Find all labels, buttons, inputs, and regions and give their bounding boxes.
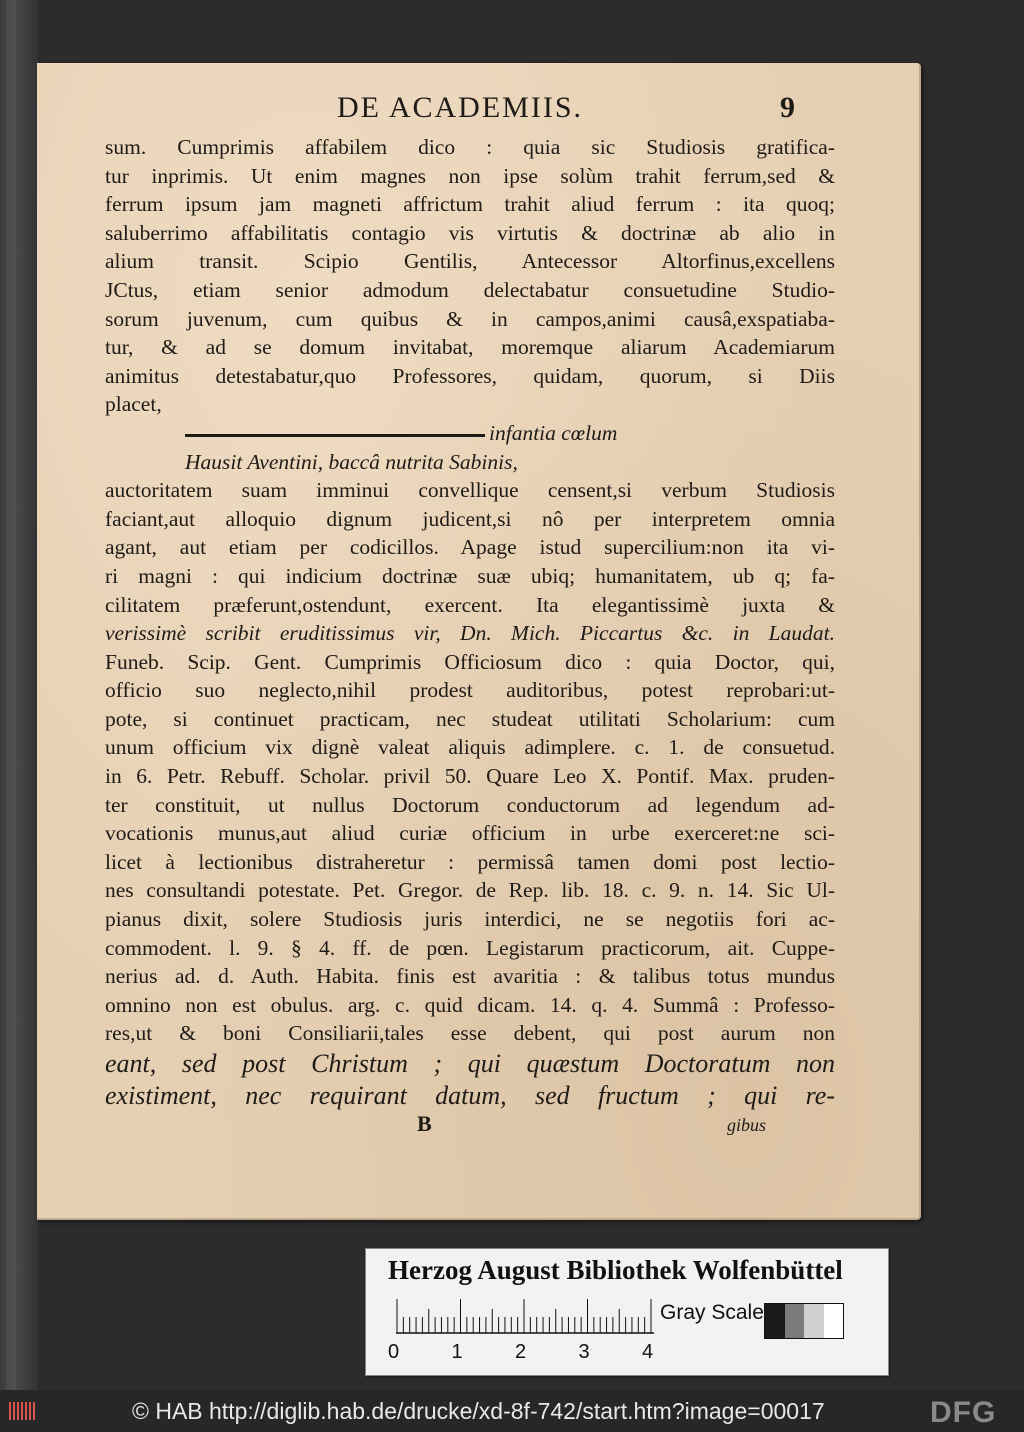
text-line: vocationis munus,aut aliud curiæ officium in urbe exerceret:ne sci- bbox=[105, 821, 835, 846]
text-line: verissimè scribit eruditissimus vir, Dn. Mich. Piccartus &c. in Laudat. bbox=[105, 621, 835, 646]
text-line: unum officium vix dignè valeat aliquis adimplere. c. 1. de consuetud. bbox=[105, 735, 835, 760]
text-line: eant, sed post Christum ; qui quæstum Doctoratum non bbox=[105, 1049, 835, 1078]
ruler-label: 1 bbox=[451, 1341, 463, 1363]
text-line: pote, si continuet practicam, nec studeat utilitati Scholarium: cum bbox=[105, 706, 835, 731]
ruler-label: 0 bbox=[388, 1341, 400, 1363]
text-line bbox=[105, 419, 835, 448]
ruler-label: 3 bbox=[578, 1341, 590, 1363]
ruler-label: 4 bbox=[642, 1341, 654, 1363]
text-line: licet à lectionibus distraheretur : permissâ tamen domi post lectio- bbox=[105, 849, 835, 874]
text-line: auctoritatem suam imminui convellique censent,si verbum Studiosis bbox=[105, 478, 835, 503]
gray-scale-swatches bbox=[764, 1303, 844, 1339]
text-line: cilitatem præferunt,ostendunt, exercent. Ita elegantissimè juxta & bbox=[105, 592, 835, 617]
gray-swatch bbox=[804, 1304, 824, 1338]
text-line: ter constituit, ut nullus Doctorum conductorum ad legendum ad- bbox=[105, 792, 835, 817]
text-line: alium transit. Scipio Gentilis, Antecessor Altorfinus,excellens bbox=[105, 249, 835, 274]
dfg-logo: DFG bbox=[930, 1396, 997, 1429]
text-line: tur, & ad se domum invitabat, moremque aliarum Academiarum bbox=[105, 335, 835, 360]
text-line: saluberrimo affabilitatis contagio vis virtutis & doctrinæ ab alio in bbox=[105, 220, 835, 245]
text-line: officio suo neglecto,nihil prodest auditoribus, potest reprobari:ut- bbox=[105, 678, 835, 703]
text-block bbox=[105, 133, 835, 1112]
text-line: in 6. Petr. Rebuff. Scholar. privil 50. Quare Leo X. Pontif. Max. pruden- bbox=[105, 764, 835, 789]
signature-mark: B bbox=[417, 1111, 432, 1136]
page-number: 9 bbox=[780, 91, 795, 124]
text-line: existiment, nec requirant datum, sed fructum ; qui re- bbox=[105, 1081, 835, 1110]
catchword: gibus bbox=[727, 1115, 767, 1135]
gray-scale-label: Gray Scale bbox=[660, 1301, 764, 1324]
ruler-label: 2 bbox=[515, 1341, 527, 1363]
text-line: Hausit Aventini, baccâ nutrita Sabinis, bbox=[185, 449, 518, 474]
text-line: res,ut & boni Consiliarii,tales esse debent, qui post aurum non bbox=[105, 1021, 835, 1046]
text-line: sorum juvenum, cum quibus & in campos,animi causâ,exspatiaba- bbox=[105, 306, 835, 331]
text-line: omnino non est obulus. arg. c. quid dicam. 14. q. 4. Summâ : Professo- bbox=[105, 992, 835, 1017]
viewer-footer bbox=[0, 1390, 1024, 1432]
page-header bbox=[37, 87, 919, 133]
text-line-content: infantia cœlum bbox=[489, 420, 618, 445]
gray-swatch bbox=[785, 1304, 805, 1338]
text-line: ri magni : qui indicium doctrinæ suæ ubiq; humanitatem, ub q; fa- bbox=[105, 563, 835, 588]
text-line: sum. Cumprimis affabilem dico : quia sic Studiosis gratifica- bbox=[105, 135, 835, 159]
text-line: agant, aut etiam per codicillos. Apage istud supercilium:non ita vi- bbox=[105, 535, 835, 560]
book-page bbox=[37, 63, 921, 1220]
copyright-link[interactable]: © HAB http://diglib.hab.de/drucke/xd-8f-742/start.htm?image=00017 bbox=[132, 1398, 825, 1424]
adjacent-page-edge bbox=[0, 0, 38, 1390]
text-line: JCtus, etiam senior admodum delectabatur consuetudine Studio- bbox=[105, 277, 835, 302]
text-line: commodent. l. 9. § 4. ff. de pœn. Legistarum practicorum, ait. Cuppe- bbox=[105, 935, 835, 960]
ruler-scale bbox=[394, 1299, 656, 1335]
gray-swatch bbox=[765, 1304, 785, 1338]
text-line: nes consultandi potestate. Pet. Gregor. de Rep. lib. 18. c. 9. n. 14. Sic Ul- bbox=[105, 878, 835, 903]
hab-barcode-logo bbox=[8, 1400, 38, 1422]
ruler-labels bbox=[388, 1341, 658, 1365]
text-line: placet, bbox=[105, 392, 162, 417]
quotation-dash bbox=[185, 434, 485, 437]
text-line: tur inprimis. Ut enim magnes non ipse solùm trahit ferrum,sed & bbox=[105, 163, 835, 188]
text-line: Funeb. Scip. Gent. Cumprimis Officiosum dico : quia Doctor, qui, bbox=[105, 649, 835, 674]
gray-swatch bbox=[824, 1304, 844, 1338]
text-line: pianus dixit, solere Studiosis juris interdici, ne se negotiis fori ac- bbox=[105, 907, 835, 932]
library-name: Herzog August Bibliothek Wolfenbüttel bbox=[388, 1255, 843, 1285]
text-line: faciant,aut alloquio dignum judicent,si nô per interpretem omnia bbox=[105, 506, 835, 531]
running-head: DE ACADEMIIS. bbox=[337, 91, 584, 124]
color-scale-card bbox=[365, 1248, 889, 1376]
text-line: ferrum ipsum jam magneti affrictum trahit aliud ferrum : ita quoq; bbox=[105, 192, 835, 217]
text-line: nerius ad. d. Auth. Habita. finis est avaritia : & talibus totus mundus bbox=[105, 964, 835, 989]
text-line: animitus detestabatur,quo Professores, quidam, quorum, si Diis bbox=[105, 363, 835, 388]
edge-shade bbox=[6, 0, 16, 1390]
